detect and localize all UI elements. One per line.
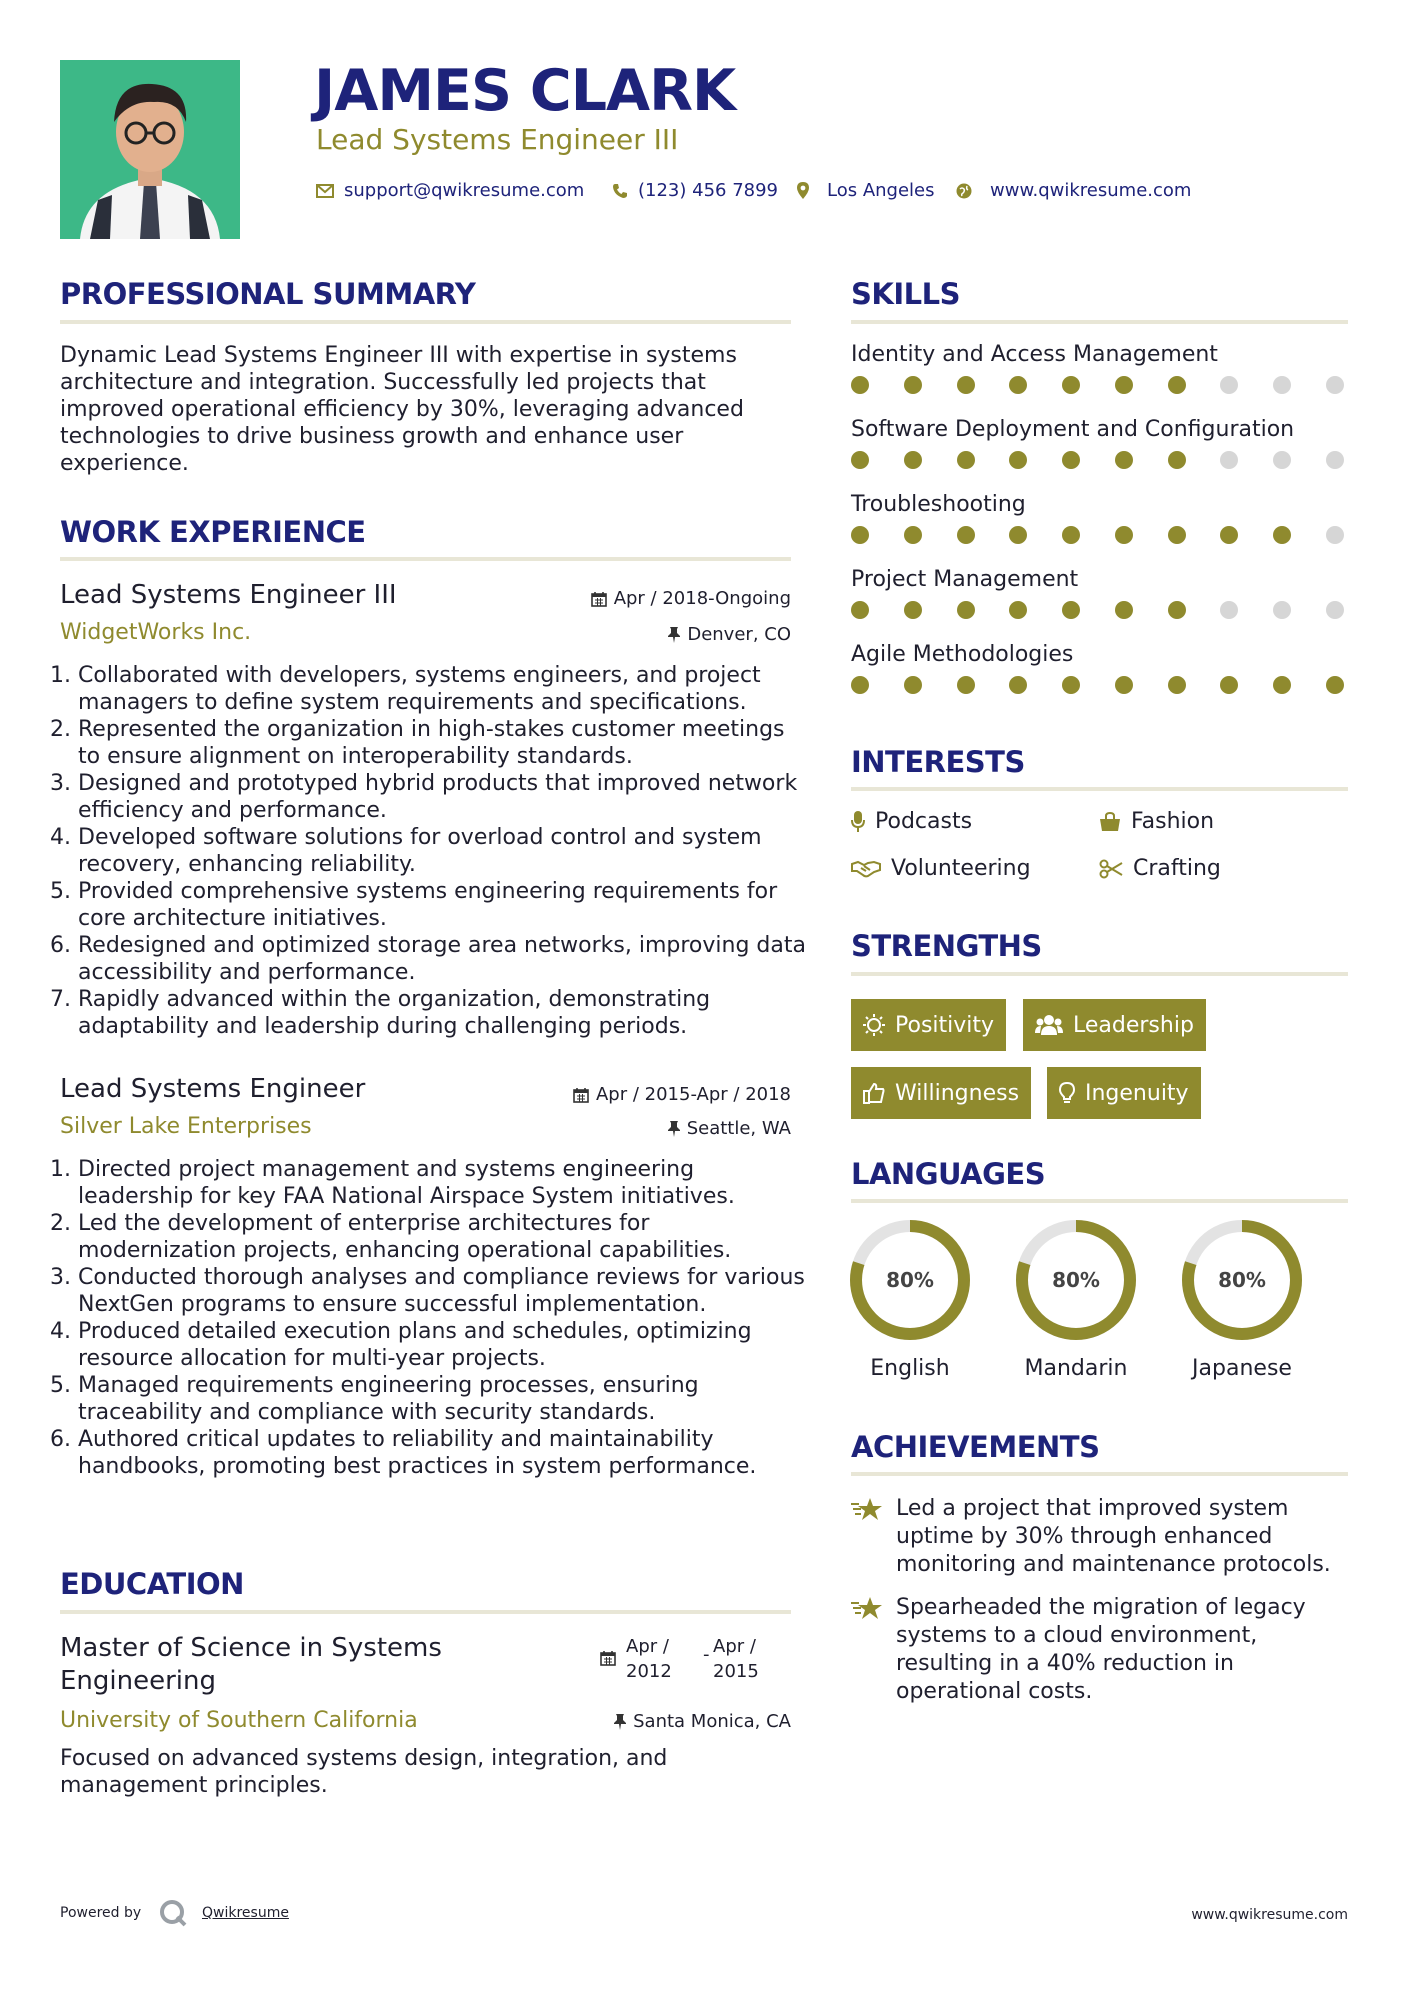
- education-divider: [60, 1610, 791, 1614]
- rating-dot-empty: [1326, 601, 1344, 619]
- handshake-icon: [851, 860, 881, 878]
- rating-dot-filled: [1062, 526, 1080, 544]
- strength-label: Positivity: [895, 1012, 995, 1038]
- rating-dot-filled: [957, 376, 975, 394]
- rating-dot-filled: [1115, 676, 1133, 694]
- rating-dot-filled: [1220, 526, 1238, 544]
- trophy-star-icon: [851, 1596, 883, 1624]
- rating-dot-filled: [1009, 376, 1027, 394]
- languages-divider: [851, 1199, 1348, 1203]
- rating-dot-filled: [851, 451, 869, 469]
- qwikresume-logo-icon: [158, 1898, 188, 1932]
- experience-divider: [60, 557, 791, 561]
- language-name: Japanese: [1192, 1356, 1292, 1381]
- skill-row: [851, 492, 1344, 544]
- duty-item: 6. Redesigned and optimized storage area networks, improving data accessibility and performance.: [78, 932, 809, 986]
- skill-row: [851, 642, 1344, 694]
- strengths-divider: [851, 972, 1348, 976]
- rating-dot-filled: [1115, 601, 1133, 619]
- end-year: 2015: [713, 1661, 759, 1682]
- languages-list: [840, 1218, 1350, 1388]
- start-month: Apr /: [626, 1636, 669, 1657]
- rating-dot-filled: [1168, 676, 1186, 694]
- job-location-text: Denver, CO: [687, 624, 791, 645]
- rating-dot-empty: [1326, 451, 1344, 469]
- strength-label: Leadership: [1073, 1012, 1194, 1038]
- rating-dot-filled: [1168, 601, 1186, 619]
- globe-icon: [956, 183, 972, 199]
- language-ring: [848, 1218, 972, 1342]
- candidate-name: JAMES CLARK: [314, 58, 736, 124]
- interest-label: Crafting: [1133, 856, 1221, 881]
- rating-dot-empty: [1326, 526, 1344, 544]
- rating-dot-filled: [957, 601, 975, 619]
- interest-item: [851, 809, 972, 834]
- website-text[interactable]: www.qwikresume.com: [990, 180, 1192, 201]
- users-icon: [1035, 1014, 1063, 1036]
- rating-dot-filled: [904, 676, 922, 694]
- rating-dot-filled: [1009, 526, 1027, 544]
- job-dates: [591, 588, 791, 609]
- interest-item: [851, 856, 1031, 881]
- rating-dot-filled: [1115, 376, 1133, 394]
- job-duties-list: [60, 1156, 809, 1480]
- envelope-icon: [316, 184, 334, 198]
- school-name: University of Southern California: [60, 1708, 418, 1733]
- language-item: [840, 1218, 980, 1381]
- rating-dot-filled: [904, 451, 922, 469]
- skill-row: [851, 342, 1344, 394]
- achievements-divider: [851, 1472, 1348, 1476]
- calendar-icon: [600, 1650, 616, 1670]
- start-year: 2012: [626, 1661, 672, 1682]
- skill-rating: [851, 601, 1344, 619]
- summary-divider: [60, 320, 791, 324]
- skill-rating: [851, 451, 1344, 469]
- education-heading: EDUCATION: [60, 1567, 244, 1601]
- job-dates-text: Apr / 2015-Apr / 2018: [595, 1084, 791, 1105]
- job-dates-text: Apr / 2018-Ongoing: [613, 588, 791, 609]
- rating-dot-filled: [904, 526, 922, 544]
- education-start: [626, 1634, 672, 1684]
- rating-dot-filled: [1115, 451, 1133, 469]
- interests-heading: INTERESTS: [851, 745, 1025, 779]
- duty-item: 2. Led the development of enterprise architectures for modernization projects, enhancing operational capabilities.: [78, 1210, 809, 1264]
- education-end: [713, 1634, 759, 1684]
- rating-dot-filled: [1326, 676, 1344, 694]
- pushpin-icon: [668, 1121, 680, 1137]
- end-month: Apr /: [713, 1636, 756, 1657]
- skills-heading: SKILLS: [851, 277, 960, 311]
- rating-dot-empty: [1273, 601, 1291, 619]
- degree-title: [60, 1632, 442, 1698]
- microphone-icon: [851, 811, 865, 833]
- rating-dot-filled: [1009, 601, 1027, 619]
- degree-line-1: Master of Science in Systems: [60, 1633, 442, 1663]
- interest-label: Volunteering: [891, 856, 1031, 881]
- strength-chip: [851, 999, 1006, 1051]
- duty-item: 2. Represented the organization in high-stakes customer meetings to ensure alignment on interoperability standards.: [78, 716, 809, 770]
- summary-text: Dynamic Lead Systems Engineer III with expertise in systems architecture and integration. Successfully led projects that improved operational efficiency by 30%, leveraging advanced technologies to drive business growth and enhance user experience.: [60, 343, 744, 476]
- qwikresume-link[interactable]: Qwikresume: [202, 1905, 289, 1921]
- duty-item: 5. Managed requirements engineering processes, ensuring traceability and compliance with security standards.: [78, 1372, 809, 1426]
- skill-name: Agile Methodologies: [851, 642, 1074, 667]
- rating-dot-filled: [851, 601, 869, 619]
- job-location: [668, 624, 791, 645]
- job-duties-list: [60, 662, 809, 1040]
- rating-dot-filled: [904, 376, 922, 394]
- contact-phone[interactable]: [612, 180, 778, 201]
- skill-rating: [851, 376, 1344, 394]
- duty-item: 3. Designed and prototyped hybrid products that improved network efficiency and performance.: [78, 770, 809, 824]
- phone-text[interactable]: (123) 456 7899: [638, 180, 779, 201]
- duty-item: 5. Provided comprehensive systems engineering requirements for core architecture initiatives.: [78, 878, 809, 932]
- strength-chip: [1047, 1067, 1201, 1119]
- language-percent: 80%: [1218, 1268, 1266, 1292]
- skill-rating: [851, 526, 1344, 544]
- rating-dot-filled: [1062, 451, 1080, 469]
- interest-label: Fashion: [1131, 809, 1215, 834]
- interest-label: Podcasts: [875, 809, 973, 834]
- language-ring: [1180, 1218, 1304, 1342]
- pushpin-icon: [668, 627, 680, 643]
- language-name: English: [870, 1356, 950, 1381]
- contact-website[interactable]: [956, 180, 1191, 201]
- job-location: [668, 1118, 791, 1139]
- experience-heading: WORK EXPERIENCE: [60, 515, 366, 549]
- achievements-heading: ACHIEVEMENTS: [851, 1430, 1100, 1464]
- rating-dot-filled: [1062, 601, 1080, 619]
- rating-dot-filled: [1062, 676, 1080, 694]
- strength-label: Ingenuity: [1085, 1080, 1189, 1106]
- rating-dot-filled: [957, 526, 975, 544]
- rating-dot-filled: [1168, 376, 1186, 394]
- calendar-icon: [591, 591, 607, 607]
- calendar-icon: [573, 1087, 589, 1103]
- profile-photo: [60, 60, 240, 239]
- rating-dot-filled: [1009, 676, 1027, 694]
- skill-row: [851, 417, 1344, 469]
- rating-dot-filled: [1273, 676, 1291, 694]
- map-pin-icon: [797, 182, 809, 199]
- rating-dot-empty: [1273, 451, 1291, 469]
- language-item: [1172, 1218, 1312, 1381]
- strength-chip: [851, 1067, 1031, 1119]
- job-location-text: Seattle, WA: [686, 1118, 791, 1139]
- duty-item: 1. Collaborated with developers, systems engineers, and project managers to define system requirements and specifications.: [78, 662, 809, 716]
- footer-website[interactable]: www.qwikresume.com: [1191, 1907, 1348, 1923]
- job-title: Lead Systems Engineer III: [60, 580, 397, 610]
- language-percent: 80%: [886, 1268, 934, 1292]
- shopping-bag-icon: [1099, 812, 1121, 832]
- skill-name: Software Deployment and Configuration: [851, 417, 1295, 442]
- skill-name: Identity and Access Management: [851, 342, 1218, 367]
- interest-item: [1099, 809, 1214, 834]
- education-description: Focused on advanced systems design, integration, and management principles.: [60, 1746, 668, 1798]
- rating-dot-filled: [1115, 526, 1133, 544]
- summary-heading: PROFESSIONAL SUMMARY: [60, 277, 476, 311]
- contact-location: [797, 180, 935, 201]
- powered-by-label: Powered by: [60, 1905, 142, 1921]
- skill-name: Project Management: [851, 567, 1079, 592]
- rating-dot-empty: [1220, 601, 1238, 619]
- duty-item: 1. Directed project management and systems engineering leadership for key FAA National Airspace System initiatives.: [78, 1156, 809, 1210]
- job-company: WidgetWorks Inc.: [60, 620, 252, 645]
- rating-dot-filled: [851, 376, 869, 394]
- job-company: Silver Lake Enterprises: [60, 1114, 312, 1139]
- sun-icon: [863, 1014, 885, 1036]
- language-name: Mandarin: [1024, 1356, 1128, 1381]
- pushpin-icon: [614, 1714, 626, 1730]
- degree-line-2: Engineering: [60, 1666, 216, 1696]
- duty-item: 4. Produced detailed execution plans and schedules, optimizing resource allocation for multi-year projects.: [78, 1318, 809, 1372]
- rating-dot-filled: [1168, 526, 1186, 544]
- rating-dot-filled: [1009, 451, 1027, 469]
- rating-dot-filled: [851, 676, 869, 694]
- trophy-star-icon: [851, 1497, 883, 1525]
- interests-divider: [851, 787, 1348, 791]
- contact-email[interactable]: [316, 180, 584, 201]
- scissors-icon: [1099, 859, 1123, 879]
- location-text: Los Angeles: [827, 180, 935, 201]
- job-dates: [573, 1084, 791, 1105]
- rating-dot-empty: [1220, 376, 1238, 394]
- languages-heading: LANGUAGES: [851, 1157, 1046, 1191]
- duty-item: 4. Developed software solutions for overload control and system recovery, enhancing reliability.: [78, 824, 809, 878]
- phone-icon: [612, 183, 628, 199]
- rating-dot-filled: [1168, 451, 1186, 469]
- rating-dot-empty: [1273, 376, 1291, 394]
- email-text[interactable]: support@qwikresume.com: [344, 180, 585, 201]
- achievement-item: Spearheaded the migration of legacy systems to a cloud environment, resulting in a 40% reduction in operational costs.: [896, 1595, 1306, 1704]
- lightbulb-icon: [1059, 1082, 1075, 1104]
- duty-item: 3. Conducted thorough analyses and compliance reviews for various NextGen programs to ensure successful implementation.: [78, 1264, 809, 1318]
- skill-rating: [851, 676, 1344, 694]
- duty-item: 6. Authored critical updates to reliability and maintainability handbooks, promoting best practices in system performance.: [78, 1426, 809, 1480]
- thumbs-up-icon: [863, 1082, 885, 1104]
- skill-name: Troubleshooting: [851, 492, 1026, 517]
- skill-row: [851, 567, 1344, 619]
- rating-dot-filled: [957, 676, 975, 694]
- strength-chip: [1023, 999, 1206, 1051]
- language-item: [1006, 1218, 1146, 1381]
- rating-dot-filled: [851, 526, 869, 544]
- rating-dot-filled: [1273, 526, 1291, 544]
- rating-dot-filled: [1062, 376, 1080, 394]
- strengths-heading: STRENGTHS: [851, 929, 1042, 963]
- rating-dot-filled: [904, 601, 922, 619]
- strength-label: Willingness: [895, 1080, 1020, 1106]
- school-location-text: Santa Monica, CA: [633, 1711, 791, 1732]
- school-location: [614, 1711, 791, 1732]
- language-ring: [1014, 1218, 1138, 1342]
- rating-dot-filled: [957, 451, 975, 469]
- duty-item: 7. Rapidly advanced within the organization, demonstrating adaptability and leadership during challenging periods.: [78, 986, 809, 1040]
- language-percent: 80%: [1052, 1268, 1100, 1292]
- job-title: Lead Systems Engineer: [60, 1074, 366, 1104]
- rating-dot-filled: [1220, 676, 1238, 694]
- skills-divider: [851, 320, 1348, 324]
- achievement-item: Led a project that improved system uptime by 30% through enhanced monitoring and maintenance protocols.: [896, 1496, 1331, 1577]
- candidate-title: Lead Systems Engineer III: [316, 123, 679, 156]
- date-separator: -: [703, 1644, 710, 1665]
- interest-item: [1099, 856, 1221, 881]
- rating-dot-empty: [1220, 451, 1238, 469]
- rating-dot-empty: [1326, 376, 1344, 394]
